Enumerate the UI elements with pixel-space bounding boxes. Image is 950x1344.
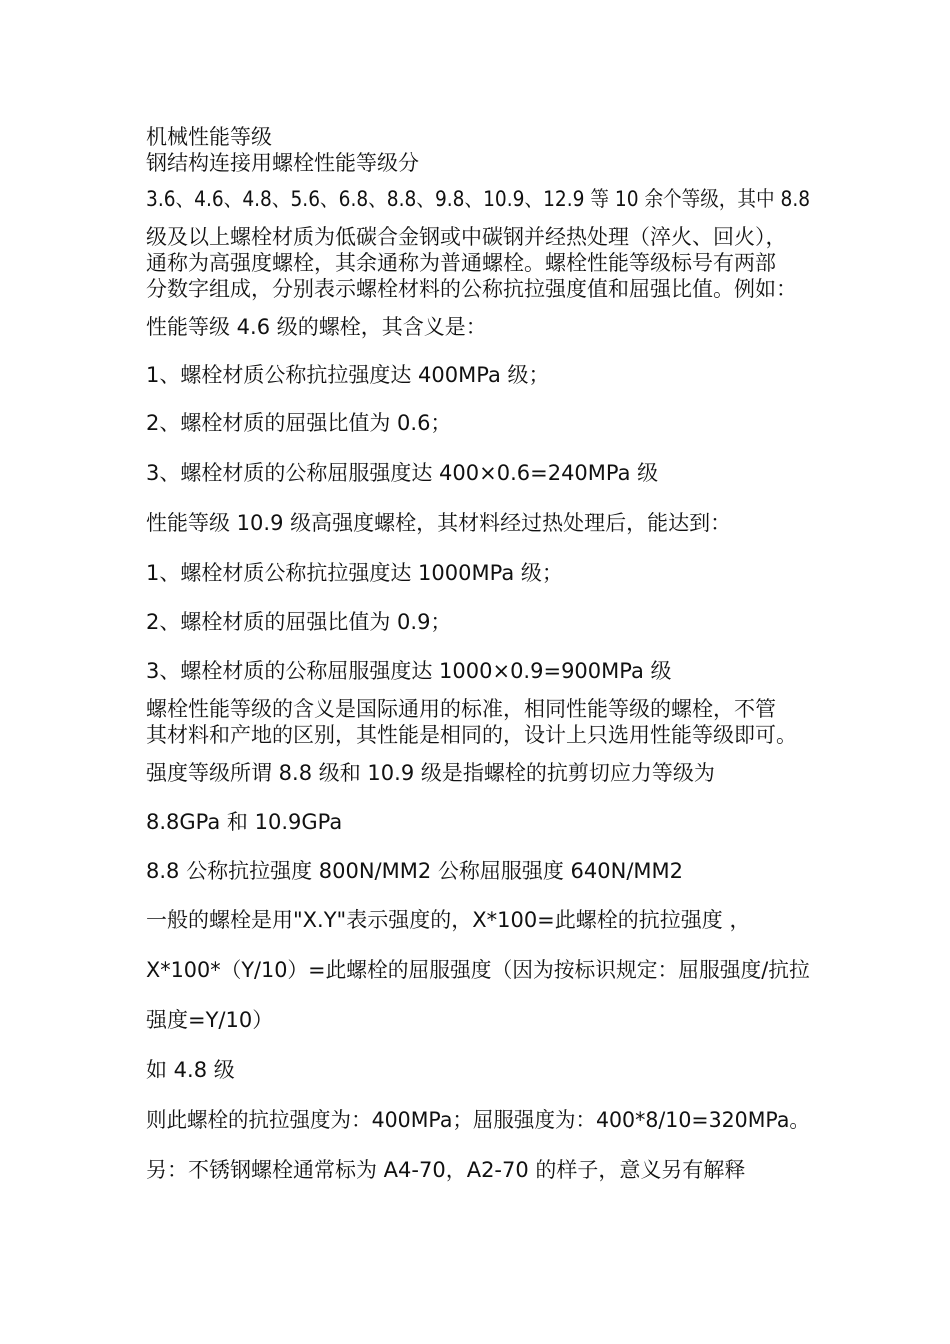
list-item: 1、螺栓材质公称抗拉强度达 1000MPa 级；: [146, 561, 563, 585]
list-item: 2、螺栓材质的屈强比值为 0.6；: [146, 411, 452, 435]
paragraph-line: 8.8 公称抗拉强度 800N/MM2 公称屈服强度 640N/MM2: [146, 859, 684, 883]
paragraph-line: 级及以上螺栓材质为低碳合金钢或中碳钢并经热处理（淬火、回火），: [146, 225, 787, 249]
heading-steel-bolt-grade: 钢结构连接用螺栓性能等级分: [146, 151, 419, 175]
paragraph-line: 另：不锈钢螺栓通常标为 A4-70，A2-70 的样子，意义另有解释: [146, 1158, 746, 1182]
heading-mechanical-grade: 机械性能等级: [146, 125, 272, 149]
paragraph-line: 强度=Y/10）: [146, 1008, 274, 1032]
list-item: 3、螺栓材质的公称屈服强度达 400×0.6=240MPa 级: [146, 461, 659, 485]
list-item: 1、螺栓材质公称抗拉强度达 400MPa 级；: [146, 363, 550, 387]
paragraph-line: 则此螺栓的抗拉强度为：400MPa；屈服强度为：400*8/10=320MPa。: [146, 1108, 810, 1132]
paragraph-line: X*100*（Y/10）=此螺栓的屈服强度（因为按标识规定：屈服强度/抗拉: [146, 958, 810, 982]
paragraph-line: 如 4.8 级: [146, 1058, 235, 1082]
paragraph-line: 螺栓性能等级的含义是国际通用的标准，相同性能等级的螺栓，不管: [146, 697, 776, 721]
paragraph-line: 分数字组成，分别表示螺栓材料的公称抗拉强度值和屈强比值。例如：: [146, 277, 797, 301]
paragraph-line: 强度等级所谓 8.8 级和 10.9 级是指螺栓的抗剪切应力等级为: [146, 761, 715, 785]
paragraph-line: 通称为高强度螺栓，其余通称为普通螺栓。螺栓性能等级标号有两部: [146, 251, 776, 275]
paragraph-line: 性能等级 10.9 级高强度螺栓，其材料经过热处理后，能达到：: [146, 511, 732, 535]
paragraph-line: 其材料和产地的区别，其性能是相同的，设计上只选用性能等级即可。: [146, 723, 797, 747]
list-item: 2、螺栓材质的屈强比值为 0.9；: [146, 610, 452, 634]
paragraph-line: 8.8GPa 和 10.9GPa: [146, 810, 343, 834]
paragraph-line: 性能等级 4.6 级的螺栓，其含义是：: [146, 315, 487, 339]
paragraph-line: 一般的螺栓是用"X.Y"表示强度的，X*100=此螺栓的抗拉强度 ，: [146, 908, 751, 932]
paragraph-line: 3.6、4.6、4.8、5.6、6.8、8.8、9.8、10.9、12.9 等 10 余个等级，其中 8.8: [146, 187, 811, 211]
list-item: 3、螺栓材质的公称屈服强度达 1000×0.9=900MPa 级: [146, 659, 672, 683]
